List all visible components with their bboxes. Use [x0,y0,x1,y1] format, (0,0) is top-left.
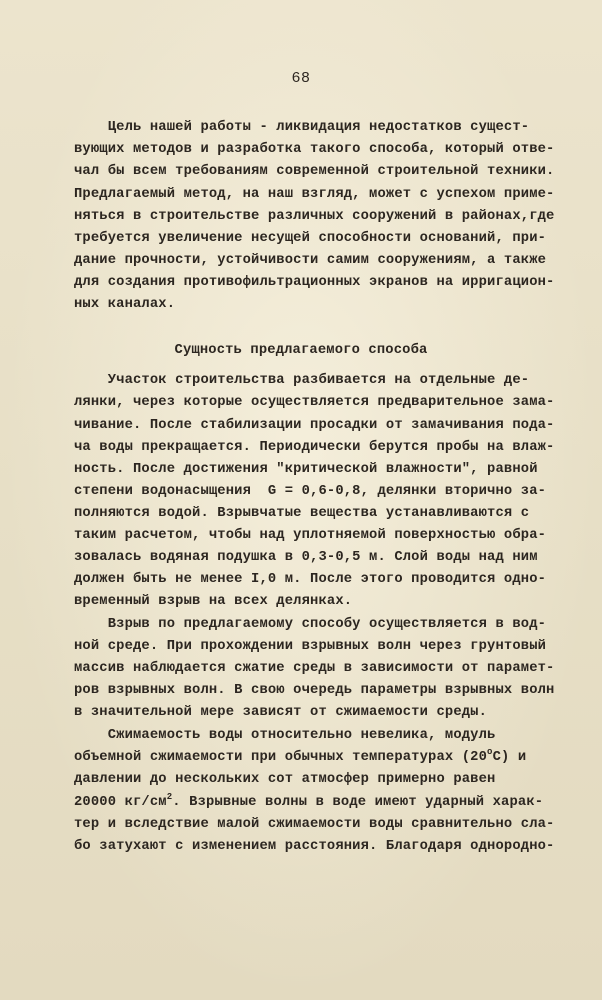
paragraph-4-line-5: тер и вследствие малой сжимаемости воды сравнительно сла- [74,817,555,832]
paragraph-2-line-10: должен быть не менее I,0 м. После этого проводится одно- [74,572,547,587]
section-heading: Сущность предлагаемого способа [174,343,428,358]
paragraph-2-line-6: степени водонасыщения G = 0,6-0,8, делянки вторично за- [74,484,547,499]
paragraph-2-line-11: временный взрыв на всех делянках. [74,594,353,609]
paragraph-2-line-1: Участок строительства разбивается на отдельные де- [74,373,530,388]
paragraph-1-line-6: требуется увеличение несущей способности оснований, при- [74,231,547,246]
paragraph-4-line-3: давлении до нескольких сот атмосфер примерно равен [74,772,496,787]
degree-superscript: o [487,747,493,757]
paragraph-4-line-2-tail: C) и [492,750,527,765]
paragraph-4-line-6: бо затухают с изменением расстояния. Благодаря однородно- [74,839,555,854]
paragraph-4-line-2-text: объемной сжимаемости при обычных температурах (20 [74,750,488,765]
paragraph-1-line-7: дание прочности, устойчивости самим сооружениям, а также [74,253,547,268]
paragraph-1-line-1: Цель нашей работы - ликвидация недостатков сущест- [74,120,530,135]
paragraph-4-line-4-tail: . Взрывные волны в воде имеют ударный харак- [172,795,544,810]
paragraph-4-line-2 [74,749,564,767]
paragraph-3-line-5: в значительной мере зависят от сжимаемости среды. [74,705,488,720]
square-superscript: 2 [166,792,173,802]
paragraph-3-line-1: Взрыв по предлагаемому способу осуществляется в вод- [74,617,547,632]
paragraph-1-line-8: для создания противофильтрационных экранов на ирригацион- [74,275,555,290]
paragraph-2-line-5: ность. После достижения "критической влажности", равной [74,462,538,477]
paragraph-4-line-4-text: 20000 кг/см [74,795,167,810]
paragraph-1-line-5: няться в строительстве различных сооружений в районах,где [74,209,555,224]
paragraph-2-line-2: лянки, через которые осуществляется предварительное зама- [74,395,555,410]
paragraph-2-line-4: ча воды прекращается. Периодически берутся пробы на влаж- [74,440,555,455]
paragraph-2-line-3: чивание. После стабилизации просадки от замачивания пода- [74,418,555,433]
paragraph-2-line-8: таким расчетом, чтобы над уплотняемой поверхностью обра- [74,528,547,543]
paragraph-1-line-2: вующих методов и разработка такого способа, который отве- [74,142,555,157]
paragraph-1-line-4: Предлагаемый метод, на наш взгляд, может с успехом приме- [74,187,555,202]
paragraph-3-line-4: ров взрывных волн. В свою очередь параметры взрывных волн [74,683,555,698]
paragraph-3-line-2: ной среде. При прохождении взрывных волн через грунтовый [74,639,547,654]
page-number: 68 [291,70,311,87]
paragraph-4-line-4 [74,794,564,812]
paragraph-2-line-7: полняются водой. Взрывчатые вещества устанавливаются с [74,506,530,521]
paragraph-1-line-9: ных каналах. [74,297,176,312]
paragraph-1-line-3: чал бы всем требованиям современной строительной техники. [74,164,555,179]
paragraph-4-line-1: Сжимаемость воды относительно невелика, модуль [74,728,496,743]
paragraph-3-line-3: массив наблюдается сжатие среды в зависимости от парамет- [74,661,555,676]
paragraph-2-line-9: зовалась водяная подушка в 0,3-0,5 м. Слой воды над ним [74,550,538,565]
